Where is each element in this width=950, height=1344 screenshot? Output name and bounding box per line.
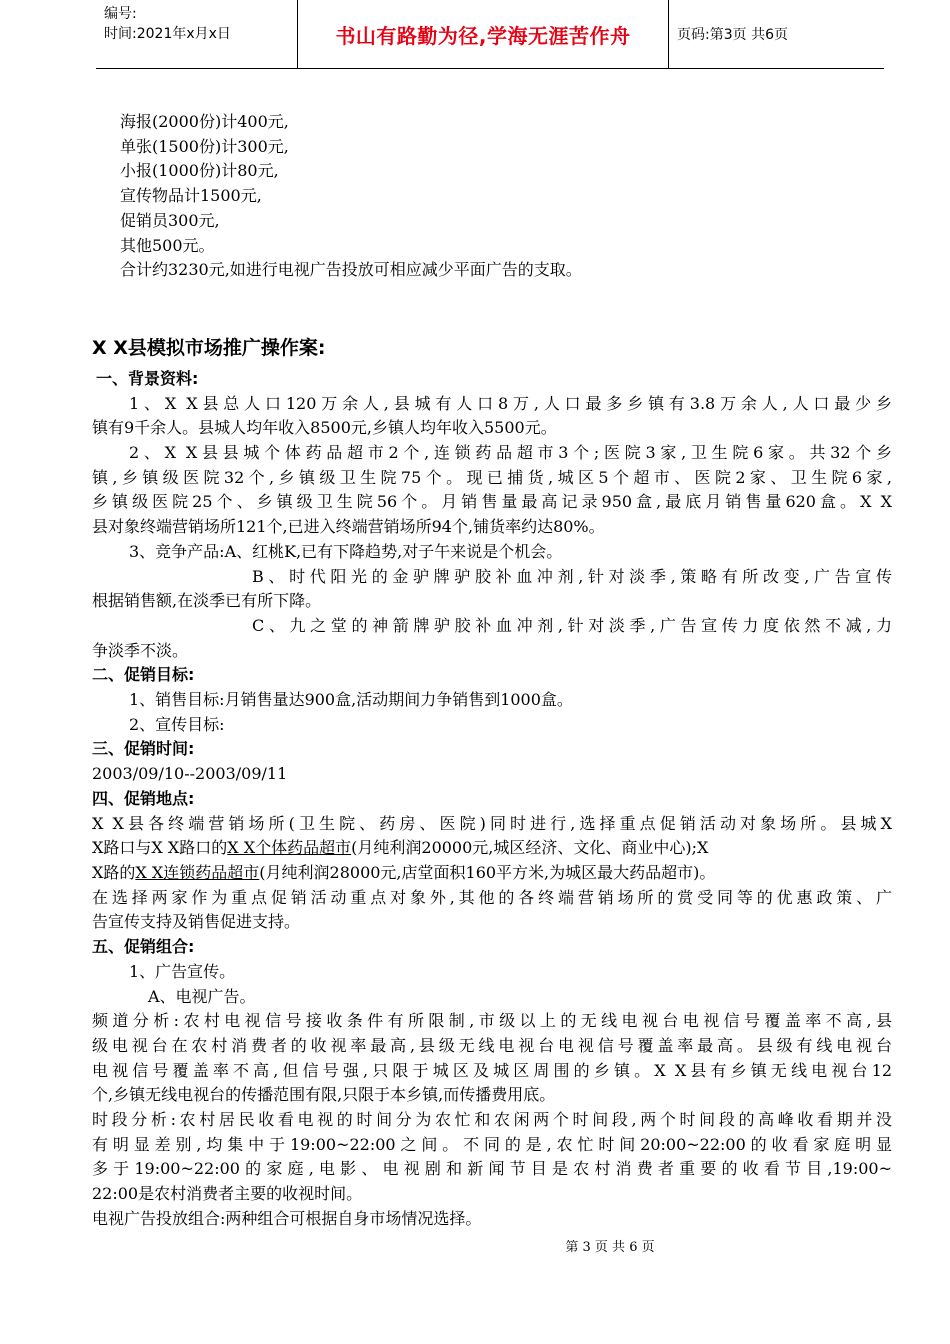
paragraph-line: 电视信号覆盖率不高,但信号强,只限于城区及城区周围的乡镇。X X县有乡镇无线电视台12 [92, 1060, 892, 1080]
paragraph-line: C、九之堂的神箭牌驴胶补血冲剂,针对淡季,广告宣传力度依然不减,力 [252, 615, 892, 635]
paragraph-line: 3、竞争产品:A、红桃K,已有下降趋势,对子午来说是个机会。 [129, 541, 563, 561]
paragraph-line: X X县各终端营销场所(卫生院、药房、医院)同时进行,选择重点促销活动对象场所。县城X [92, 813, 892, 833]
paragraph-line: 频道分析:农村电视信号接收条件有所限制,市级以上的无线电视台电视信号覆盖率不高,县 [92, 1011, 892, 1031]
budget-total: 合计约3230元,如进行电视广告投放可相应减少平面广告的支取。 [120, 260, 582, 280]
budget-item: 宣传物品计1500元, [120, 186, 262, 206]
paragraph-line: 有明显差别,均集中于19:00~22:00之间。不同的是,农忙时间20:00~22:00的收看家庭明显 [92, 1134, 892, 1154]
paragraph-line: 2、X X县县城个体药品超市2个,连锁药品超市3个;医院3家,卫生院6家。共32个乡 [129, 443, 892, 463]
paragraph-line: 个,乡镇无线电视台的传播范围有限,只限于本乡镇,而传播费用底。 [92, 1085, 556, 1105]
text-span: X路的 [92, 862, 136, 882]
header-time: 时间:2021年x月x日 [104, 26, 231, 42]
heading-mix: 五、促销组合: [92, 937, 195, 957]
paragraph-line: 1、X X县总人口120万余人,县城有人口8万,人口最多乡镇有3.8万余人,人口最少乡 [129, 393, 892, 413]
header-divider [668, 0, 669, 68]
document-body [92, 110, 892, 1232]
store-name-underlined: X X连锁药品超市 [135, 862, 260, 882]
paragraph-line [92, 836, 892, 861]
paragraph-line: 级电视台在农村消费者的收视率最高,县级无线电视台电视信号覆盖率最高。县级有线电视台 [92, 1035, 892, 1055]
paragraph-line [92, 861, 892, 886]
paragraph-line: 多于19:00~22:00的家庭,电影、电视剧和新闻节目是农村消费者重要的收看节目,19:00~ [92, 1159, 892, 1179]
paragraph-line: A、电视广告。 [148, 986, 256, 1006]
text-span: (月纯利润20000元,城区经济、文化、商业中心);X [351, 838, 709, 858]
heading-background: 一、背景资料: [96, 368, 199, 388]
paragraph-line: 镇,乡镇级医院32个,乡镇级卫生院75个。现已捕货,城区5个超市、医院2家、卫生院6家, [92, 467, 892, 487]
budget-item: 其他500元。 [120, 235, 215, 255]
paragraph-line: 县对象终端营销场所121个,已进入终端营销场所94个,铺货率约达80%。 [92, 517, 605, 537]
budget-item: 小报(1000份)计80元, [120, 161, 279, 181]
paragraph-line: 镇有9千余人。县城人均年收入8500元,乡镇人均年收入5500元。 [92, 418, 557, 438]
paragraph-line: 电视广告投放组合:两种组合可根据自身市场情况选择。 [92, 1208, 482, 1228]
paragraph-line: 争淡季不淡。 [92, 640, 189, 660]
heading-goals: 二、促销目标: [92, 665, 195, 685]
page-footer: 第 3 页 共 6 页 [565, 1240, 655, 1255]
header-page-number: 页码:第3页 共6页 [677, 27, 788, 43]
budget-item: 促销员300元, [120, 210, 220, 230]
budget-list [92, 110, 892, 283]
paragraph-line: 22:00是农村消费者主要的收视时间。 [92, 1184, 363, 1204]
section-title: X X县模拟市场推广操作案: [92, 336, 326, 359]
heading-location: 四、促销地点: [92, 788, 195, 808]
text-span: X路口与X X路口的 [92, 838, 228, 858]
paragraph-line: 1、销售目标:月销售量达900盒,活动期间力争销售到1000盒。 [129, 690, 573, 710]
paragraph-line: 根据销售额,在淡季已有所下降。 [92, 591, 322, 611]
budget-item: 单张(1500份)计300元, [120, 136, 289, 156]
header-number: 编号: [104, 6, 137, 22]
budget-item: 海报(2000份)计400元, [120, 112, 289, 131]
paragraph-line: 时段分析:农村居民收看电视的时间分为农忙和农闲两个时间段,两个时间段的高峰收看期并没 [92, 1110, 892, 1130]
paragraph-line: 在选择两家作为重点促销活动重点对象外,其他的各终端营销场所的赏受同等的优惠政策、广 [92, 887, 892, 907]
paragraph-line: 乡镇级医院25个、乡镇级卫生院56个。月销售量最高记录950盒,最底月销售量620盒。X X [92, 492, 892, 512]
page-header [96, 0, 884, 69]
paragraph-line: 1、广告宣传。 [129, 961, 236, 981]
header-motto: 书山有路勤为径,学海无涯苦作舟 [335, 23, 631, 48]
store-name-underlined: X X个体药品超市 [227, 838, 352, 858]
paragraph-line: 2、宣传目标: [129, 714, 225, 734]
paragraph-line: B、时代阳光的金驴牌驴胶补血冲剂,针对淡季,策略有所改变,广告宣传 [252, 566, 892, 586]
text-span: (月纯利润28000元,店堂面积160平方米,为城区最大药品超市)。 [259, 862, 716, 882]
heading-time: 三、促销时间: [92, 739, 195, 759]
paragraph-line: 2003/09/10--2003/09/11 [92, 764, 288, 784]
paragraph-line: 告宣传支持及销售促进支持。 [92, 912, 301, 932]
header-meta [104, 4, 300, 44]
